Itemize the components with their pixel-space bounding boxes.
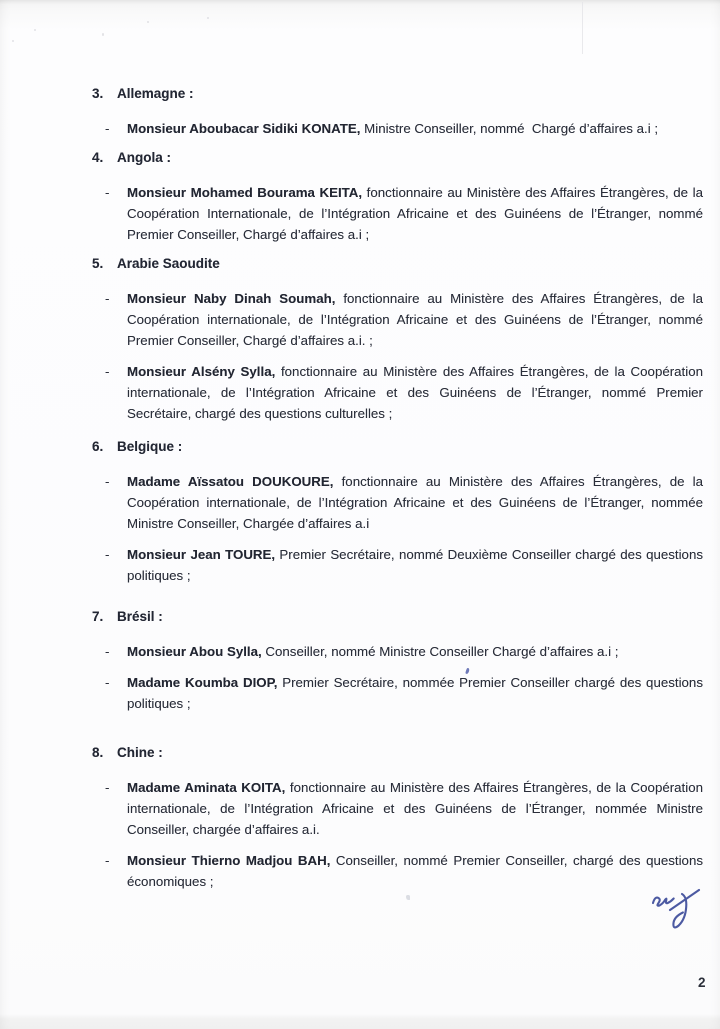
appointment-details: Conseiller, nommé Premier Conseiller, chargé des questions économiques ;: [127, 853, 703, 889]
appointment-details: fonctionnaire au Ministère des Affaires Étrangères, de la Coopération internationale, de l’Intégration Africaine et des Guinéens de l’Étranger, nommé Premier Secrétaire, chargé des questions culturelles ;: [127, 364, 703, 421]
person-name: Monsieur Abou Sylla,: [127, 644, 262, 659]
person-name: Monsieur Jean TOURE,: [127, 547, 276, 562]
country-section: [92, 438, 703, 586]
entries-list: [92, 182, 703, 245]
appointment-text: [127, 361, 703, 424]
bullet-dash: -: [105, 364, 110, 379]
country-name: Chine :: [117, 745, 163, 760]
country-section: [92, 744, 703, 892]
person-name: Madame Koumba DIOP,: [127, 675, 278, 690]
appointment-text: [127, 118, 703, 139]
appointment-details: fonctionnaire au Ministère des Affaires Étrangères, de la Coopération internationale, de l’Intégration Africaine et des Guinéens de l’Étranger, nommé Premier Conseiller, Chargé d’affaires a.i. ;: [127, 291, 703, 348]
appointment-entry: [105, 182, 703, 245]
appointment-details: fonctionnaire au Ministère des Affaires Étrangères, de la Coopération internationale, de l’Intégration Africaine et des Guinéens de l’Étranger, nommée Ministre Conseiller, chargée d’affaires a.i.: [127, 780, 703, 837]
entries-list: [92, 471, 703, 586]
country-section: [92, 85, 703, 139]
person-name: Monsieur Naby Dinah Soumah,: [127, 291, 336, 306]
entries-list: [92, 288, 703, 424]
appointment-details: fonctionnaire au Ministère des Affaires Étrangères, de la Coopération Internationale, de l’Intégration Africaine et des Guinéens de l’Étranger, nommé Premier Conseiller, Chargé d’affaires a.i ;: [127, 185, 703, 242]
appointment-text: [127, 850, 703, 892]
country-heading: [92, 744, 703, 762]
bullet-dash: -: [105, 547, 110, 562]
country-name: Belgique :: [117, 439, 183, 454]
appointment-details: Premier Secrétaire, nommé Deuxième Conseiller chargé des questions politiques ;: [127, 547, 703, 583]
document-content: [92, 85, 703, 902]
country-number: 5.: [92, 256, 104, 271]
person-name: Madame Aïssatou DOUKOURE,: [127, 474, 334, 489]
appointment-details: Conseiller, nommé Ministre Conseiller Chargé d’affaires a.i ;: [261, 644, 619, 659]
appointment-details: Premier Secrétaire, nommée Premier Conseiller chargé des questions politiques ;: [127, 675, 703, 711]
scan-speck: [102, 33, 104, 36]
appointment-entry: [105, 641, 703, 662]
bullet-dash: -: [105, 675, 110, 690]
signature-paraph: [646, 884, 706, 942]
country-section: [92, 608, 703, 714]
country-section: [92, 149, 703, 245]
scan-speck: [34, 29, 36, 31]
entries-list: [92, 777, 703, 892]
scan-speck: [147, 21, 149, 23]
person-name: Monsieur Mohamed Bourama KEITA,: [127, 185, 363, 200]
appointment-text: [127, 672, 703, 714]
appointment-text: [127, 288, 703, 351]
person-name: Monsieur Thierno Madjou BAH,: [127, 853, 331, 868]
appointment-entry: [105, 118, 703, 139]
scan-speck: [207, 17, 209, 19]
country-name: Brésil :: [117, 609, 163, 624]
entries-list: [92, 641, 703, 714]
country-number: 6.: [92, 439, 104, 454]
country-heading: [92, 85, 703, 103]
person-name: Monsieur Alsény Sylla,: [127, 364, 276, 379]
entries-list: [92, 118, 703, 139]
country-name: Allemagne :: [117, 86, 194, 101]
appointment-entry: [105, 471, 703, 534]
appointment-text: [127, 182, 703, 245]
bullet-dash: -: [105, 474, 110, 489]
appointment-text: [127, 777, 703, 840]
country-number: 8.: [92, 745, 104, 760]
appointment-text: [127, 544, 703, 586]
appointment-entry: [105, 672, 703, 714]
bullet-dash: -: [105, 780, 110, 795]
person-name: Monsieur Aboubacar Sidiki KONATE,: [127, 121, 361, 136]
appointment-entry: [105, 544, 703, 586]
scan-crease-line: [582, 2, 583, 54]
bullet-dash: -: [105, 853, 110, 868]
bullet-dash: -: [105, 185, 110, 200]
page-number: 2: [698, 975, 706, 990]
country-heading: [92, 149, 703, 167]
appointment-details: Ministre Conseiller, nommé Chargé d’affaires a.i ;: [360, 121, 659, 136]
country-section: [92, 255, 703, 424]
bullet-dash: -: [105, 121, 110, 136]
bullet-dash: -: [105, 291, 110, 306]
country-name: Angola :: [117, 150, 171, 165]
appointment-entry: [105, 288, 703, 351]
bullet-dash: -: [105, 644, 110, 659]
appointment-entry: [105, 777, 703, 840]
person-name: Madame Aminata KOITA,: [127, 780, 286, 795]
country-heading: [92, 255, 703, 273]
country-heading: [92, 608, 703, 626]
scan-speck: [12, 40, 14, 42]
appointment-text: [127, 641, 703, 662]
country-heading: [92, 438, 703, 456]
appointment-text: [127, 471, 703, 534]
country-name: Arabie Saoudite: [117, 256, 220, 271]
appointment-entry: [105, 361, 703, 424]
appointment-entry: [105, 850, 703, 892]
country-number: 3.: [92, 86, 104, 101]
country-number: 4.: [92, 150, 104, 165]
country-number: 7.: [92, 609, 104, 624]
appointment-details: fonctionnaire au Ministère des Affaires Étrangères, de la Coopération internationale, de l’Intégration Africaine et des Guinéens de l’Étranger, nommée Ministre Conseiller, Chargée d’affaires a.i: [127, 474, 703, 531]
